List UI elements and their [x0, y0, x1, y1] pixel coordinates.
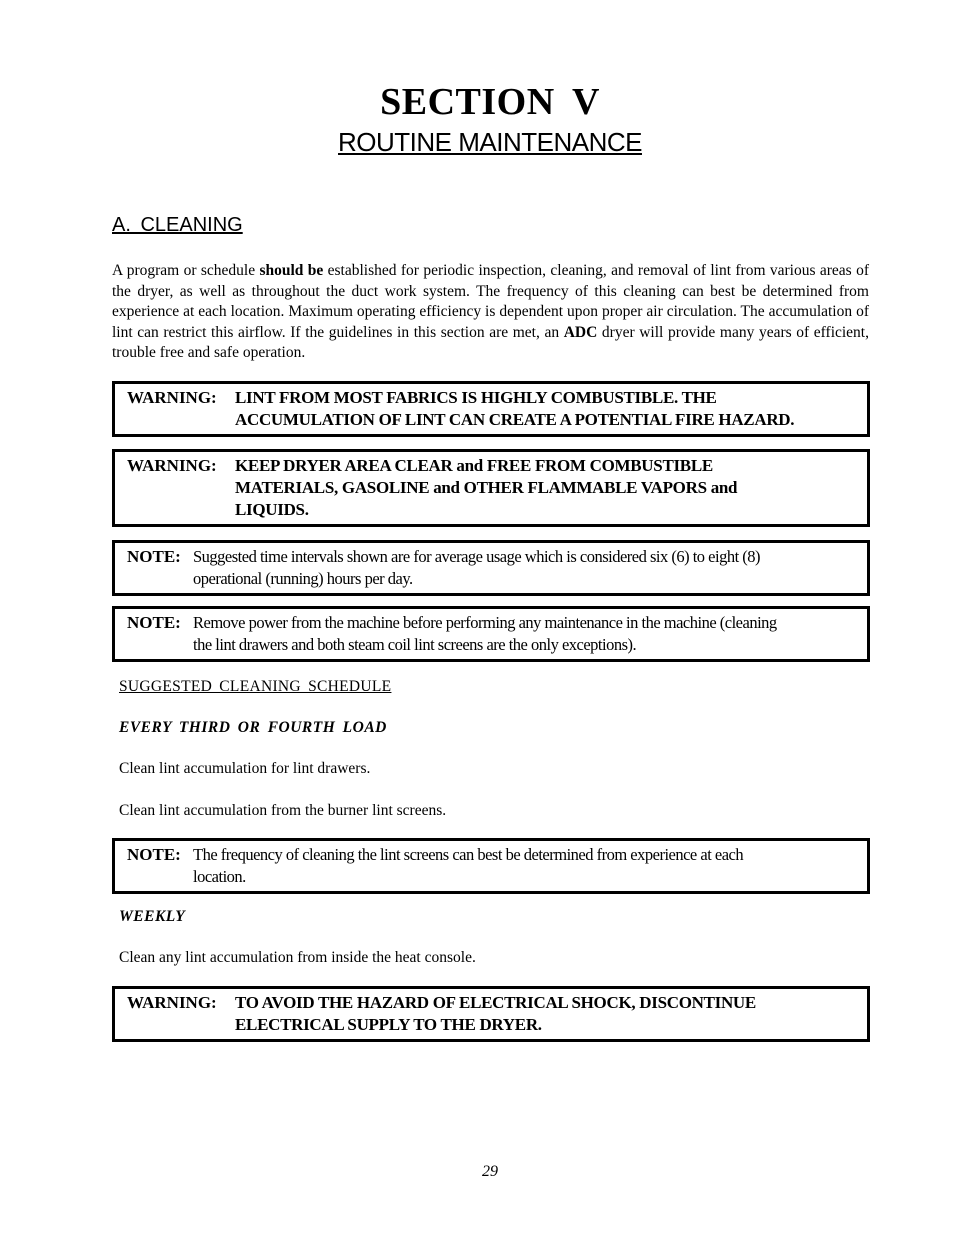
every-load-heading: EVERY THIRD OR FOURTH LOAD	[119, 719, 387, 736]
note-text: The frequency of cleaning the lint screens can best be determined from experience at each location.	[193, 845, 744, 886]
schedule-item: Clean lint accumulation from the burner lint screens.	[119, 802, 447, 819]
warning-label: WARNING:	[127, 456, 217, 475]
schedule-item: Clean lint accumulation for lint drawers.	[119, 760, 371, 777]
warning-text: LINT FROM MOST FABRICS IS HIGHLY COMBUSTIBLE. THE ACCUMULATION OF LINT CAN CREATE A POTENTIAL FIRE HAZARD.	[235, 388, 795, 429]
note-box-remove-power	[112, 606, 870, 662]
note-text: Remove power from the machine before performing any maintenance in the machine (cleaning the lint drawers and both steam coil lint screens are the only exceptions).	[193, 613, 777, 654]
note-label: NOTE:	[127, 613, 181, 632]
warning-box-electrical-shock	[112, 986, 870, 1042]
note-label: NOTE:	[127, 845, 181, 864]
page-title: SECTION V	[380, 81, 600, 123]
warning-text: KEEP DRYER AREA CLEAR and FREE FROM COMBUSTIBLE MATERIALS, GASOLINE and OTHER FLAMMABLE VAPORS and LIQUIDS.	[235, 456, 738, 519]
note-label: NOTE:	[127, 547, 181, 566]
intro-paragraph: A program or schedule should be established for periodic inspection, cleaning, and removal of lint from various areas of the dryer, as well as throughout the duct work system. The frequency of this cleaning can best be determined from experience at each location. Maximum operating efficiency is dependent upon proper air circulation. The accumulation of lint can restrict this airflow. If the guidelines in this section are met, an ADC dryer will provide many years of efficient, trouble free and safe operation.	[112, 262, 869, 361]
warning-box-lint-combustible	[112, 381, 870, 437]
note-text: Suggested time intervals shown are for average usage which is considered six (6) to eight (8) operational (running) hours per day.	[193, 547, 761, 588]
schedule-heading: SUGGESTED CLEANING SCHEDULE	[119, 678, 392, 695]
warning-box-keep-area-clear	[112, 449, 870, 527]
page-subtitle: ROUTINE MAINTENANCE	[338, 127, 642, 157]
note-box-lint-screen-frequency	[112, 838, 870, 894]
warning-label: WARNING:	[127, 993, 217, 1012]
page-number: 29	[482, 1163, 498, 1180]
warning-label: WARNING:	[127, 388, 217, 407]
warning-text: TO AVOID THE HAZARD OF ELECTRICAL SHOCK, DISCONTINUE ELECTRICAL SUPPLY TO THE DRYER.	[235, 993, 756, 1034]
section-heading: A. CLEANING	[112, 214, 243, 236]
schedule-item: Clean any lint accumulation from inside the heat console.	[119, 949, 476, 966]
note-box-time-intervals	[112, 540, 870, 596]
weekly-heading: WEEKLY	[119, 908, 186, 925]
